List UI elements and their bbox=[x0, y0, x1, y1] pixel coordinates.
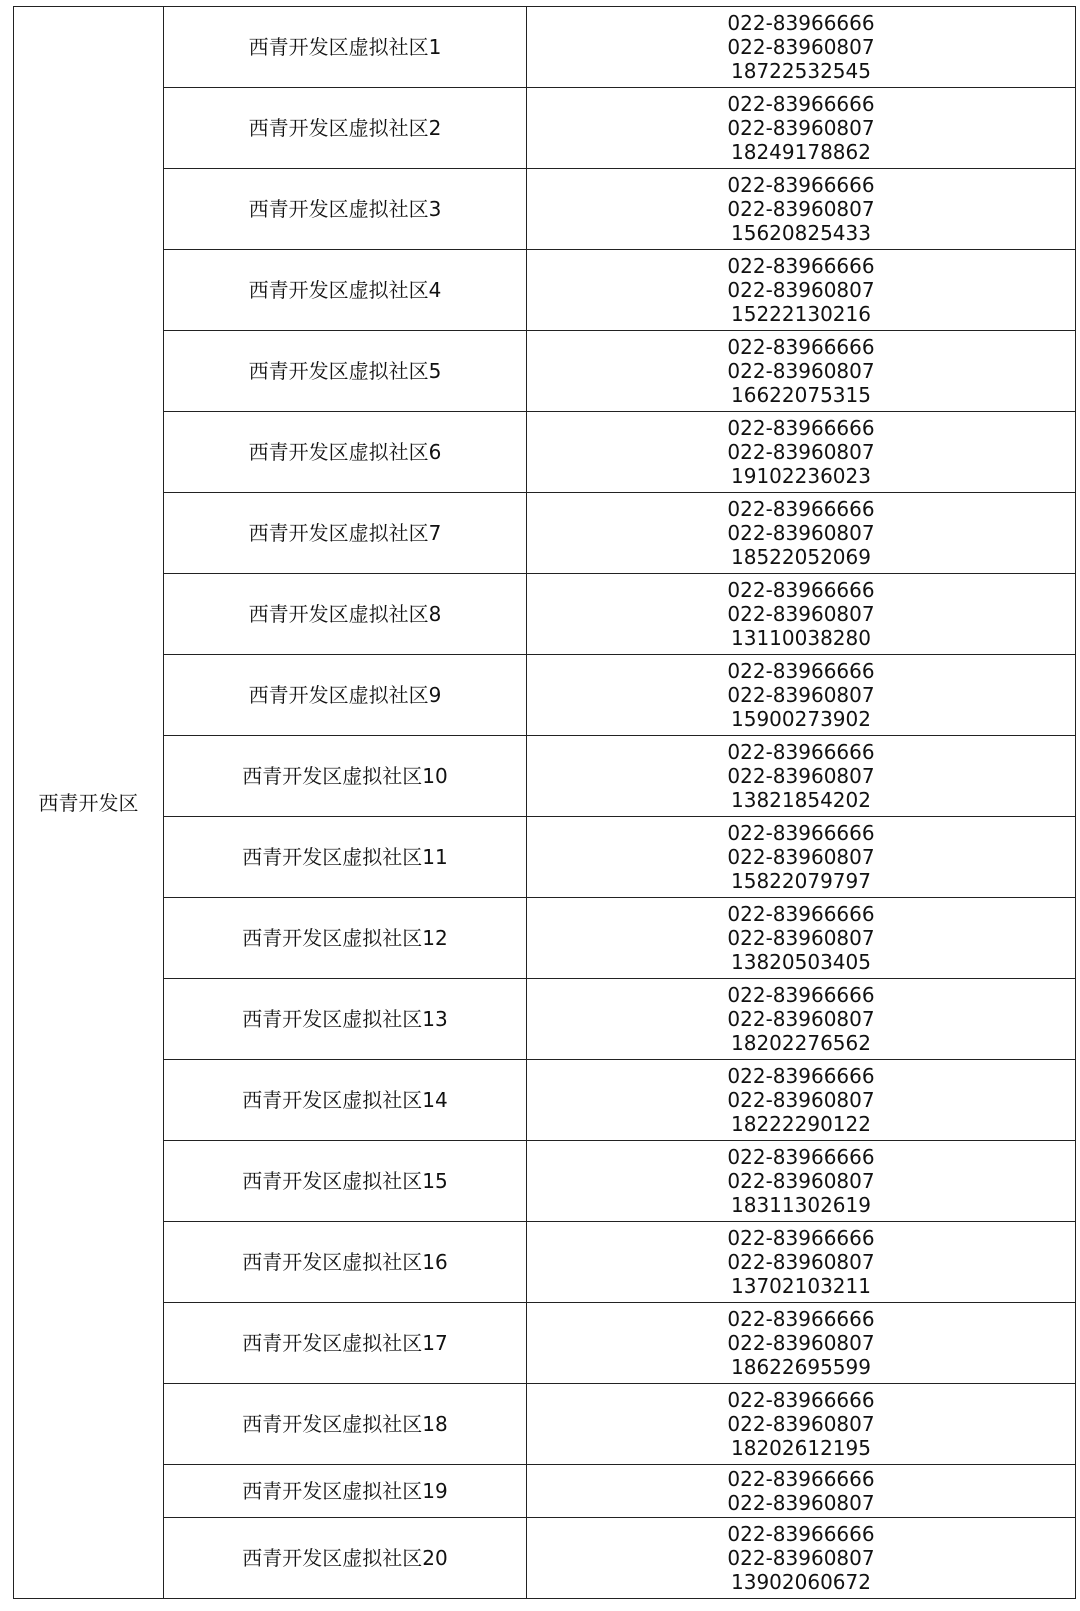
phone-numbers-cell bbox=[527, 1384, 1076, 1465]
phone-number: 022-83966666 bbox=[727, 254, 875, 278]
community-name-cell: 西青开发区虚拟社区8 bbox=[164, 574, 527, 655]
phone-numbers-cell bbox=[527, 169, 1076, 250]
table-row bbox=[14, 250, 1076, 331]
community-name-cell: 西青开发区虚拟社区10 bbox=[164, 736, 527, 817]
phone-number: 13702103211 bbox=[731, 1274, 871, 1298]
phone-number: 022-83966666 bbox=[727, 11, 875, 35]
phone-numbers-cell bbox=[527, 88, 1076, 169]
phone-number: 022-83966666 bbox=[727, 1307, 875, 1331]
community-name-cell: 西青开发区虚拟社区2 bbox=[164, 88, 527, 169]
phone-numbers-cell bbox=[527, 493, 1076, 574]
table-row bbox=[14, 412, 1076, 493]
community-name-cell: 西青开发区虚拟社区4 bbox=[164, 250, 527, 331]
phone-numbers-cell bbox=[527, 1060, 1076, 1141]
phone-numbers-cell bbox=[527, 1141, 1076, 1222]
phone-number: 022-83966666 bbox=[727, 173, 875, 197]
phone-number: 18522052069 bbox=[731, 545, 871, 569]
phone-number: 022-83966666 bbox=[727, 902, 875, 926]
table-row bbox=[14, 1465, 1076, 1518]
table-row bbox=[14, 331, 1076, 412]
table-row bbox=[14, 574, 1076, 655]
phone-number: 022-83960807 bbox=[727, 1546, 875, 1570]
phone-numbers-cell bbox=[527, 412, 1076, 493]
phone-number: 18202276562 bbox=[731, 1031, 871, 1055]
phone-number: 18249178862 bbox=[731, 140, 871, 164]
table-row bbox=[14, 1060, 1076, 1141]
phone-number: 022-83960807 bbox=[727, 1007, 875, 1031]
phone-number: 18202612195 bbox=[731, 1436, 871, 1460]
phone-number: 022-83966666 bbox=[727, 416, 875, 440]
table-row bbox=[14, 655, 1076, 736]
phone-number: 022-83966666 bbox=[727, 1388, 875, 1412]
phone-number: 022-83966666 bbox=[727, 821, 875, 845]
community-contact-table bbox=[13, 6, 1076, 1599]
community-name-cell: 西青开发区虚拟社区19 bbox=[164, 1465, 527, 1518]
table-row bbox=[14, 88, 1076, 169]
table-row bbox=[14, 1518, 1076, 1599]
phone-number: 022-83966666 bbox=[727, 1522, 875, 1546]
phone-number: 022-83960807 bbox=[727, 845, 875, 869]
phone-numbers-cell bbox=[527, 736, 1076, 817]
phone-number: 13820503405 bbox=[731, 950, 871, 974]
phone-numbers-cell bbox=[527, 655, 1076, 736]
table-row bbox=[14, 1222, 1076, 1303]
phone-number: 022-83960807 bbox=[727, 278, 875, 302]
community-name-cell: 西青开发区虚拟社区7 bbox=[164, 493, 527, 574]
phone-numbers-cell bbox=[527, 1303, 1076, 1384]
phone-numbers-cell bbox=[527, 1465, 1076, 1518]
phone-number: 022-83966666 bbox=[727, 335, 875, 359]
phone-number: 022-83960807 bbox=[727, 1250, 875, 1274]
phone-number: 15620825433 bbox=[731, 221, 871, 245]
phone-number: 15822079797 bbox=[731, 869, 871, 893]
phone-number: 19102236023 bbox=[731, 464, 871, 488]
phone-number: 022-83960807 bbox=[727, 1088, 875, 1112]
community-name-cell: 西青开发区虚拟社区6 bbox=[164, 412, 527, 493]
phone-numbers-cell bbox=[527, 817, 1076, 898]
phone-number: 022-83966666 bbox=[727, 1145, 875, 1169]
phone-number: 16622075315 bbox=[731, 383, 871, 407]
community-name-cell: 西青开发区虚拟社区14 bbox=[164, 1060, 527, 1141]
phone-number: 022-83966666 bbox=[727, 740, 875, 764]
table-row bbox=[14, 493, 1076, 574]
phone-numbers-cell bbox=[527, 1518, 1076, 1599]
community-name-cell: 西青开发区虚拟社区18 bbox=[164, 1384, 527, 1465]
community-name-cell: 西青开发区虚拟社区16 bbox=[164, 1222, 527, 1303]
phone-number: 022-83960807 bbox=[727, 602, 875, 626]
community-name-cell: 西青开发区虚拟社区12 bbox=[164, 898, 527, 979]
phone-numbers-cell bbox=[527, 250, 1076, 331]
table-row bbox=[14, 817, 1076, 898]
phone-number: 022-83960807 bbox=[727, 359, 875, 383]
community-name-cell: 西青开发区虚拟社区15 bbox=[164, 1141, 527, 1222]
community-name-cell: 西青开发区虚拟社区1 bbox=[164, 7, 527, 88]
phone-numbers-cell bbox=[527, 1222, 1076, 1303]
table-row bbox=[14, 898, 1076, 979]
phone-number: 13821854202 bbox=[731, 788, 871, 812]
phone-number: 022-83960807 bbox=[727, 1412, 875, 1436]
community-name-cell: 西青开发区虚拟社区5 bbox=[164, 331, 527, 412]
table-row bbox=[14, 169, 1076, 250]
phone-number: 18722532545 bbox=[731, 59, 871, 83]
phone-number: 022-83960807 bbox=[727, 197, 875, 221]
phone-numbers-cell bbox=[527, 331, 1076, 412]
phone-number: 022-83960807 bbox=[727, 440, 875, 464]
phone-number: 15222130216 bbox=[731, 302, 871, 326]
phone-number: 022-83966666 bbox=[727, 983, 875, 1007]
phone-numbers-cell bbox=[527, 898, 1076, 979]
community-name-cell: 西青开发区虚拟社区11 bbox=[164, 817, 527, 898]
phone-number: 022-83966666 bbox=[727, 578, 875, 602]
community-name-cell: 西青开发区虚拟社区13 bbox=[164, 979, 527, 1060]
phone-number: 022-83966666 bbox=[727, 1467, 875, 1491]
community-name-cell: 西青开发区虚拟社区9 bbox=[164, 655, 527, 736]
phone-number: 022-83960807 bbox=[727, 521, 875, 545]
table-row bbox=[14, 979, 1076, 1060]
phone-number: 022-83960807 bbox=[727, 1169, 875, 1193]
phone-number: 022-83966666 bbox=[727, 497, 875, 521]
table-row bbox=[14, 1303, 1076, 1384]
phone-number: 022-83966666 bbox=[727, 1226, 875, 1250]
phone-number: 022-83960807 bbox=[727, 1491, 875, 1515]
phone-number: 022-83960807 bbox=[727, 926, 875, 950]
phone-number: 022-83966666 bbox=[727, 1064, 875, 1088]
table-row bbox=[14, 1384, 1076, 1465]
phone-numbers-cell bbox=[527, 979, 1076, 1060]
phone-number: 18222290122 bbox=[731, 1112, 871, 1136]
phone-number: 022-83966666 bbox=[727, 659, 875, 683]
phone-number: 022-83960807 bbox=[727, 683, 875, 707]
table-body bbox=[14, 7, 1076, 1599]
phone-number: 18622695599 bbox=[731, 1355, 871, 1379]
phone-numbers-cell bbox=[527, 7, 1076, 88]
table-row bbox=[14, 7, 1076, 88]
table-row bbox=[14, 1141, 1076, 1222]
phone-number: 022-83966666 bbox=[727, 92, 875, 116]
table-row bbox=[14, 736, 1076, 817]
phone-number: 022-83960807 bbox=[727, 764, 875, 788]
phone-number: 022-83960807 bbox=[727, 35, 875, 59]
phone-number: 022-83960807 bbox=[727, 116, 875, 140]
district-cell: 西青开发区 bbox=[14, 7, 164, 1599]
community-name-cell: 西青开发区虚拟社区3 bbox=[164, 169, 527, 250]
phone-number: 15900273902 bbox=[731, 707, 871, 731]
phone-number: 022-83960807 bbox=[727, 1331, 875, 1355]
phone-number: 18311302619 bbox=[731, 1193, 871, 1217]
community-name-cell: 西青开发区虚拟社区17 bbox=[164, 1303, 527, 1384]
phone-number: 13110038280 bbox=[731, 626, 871, 650]
phone-number: 13902060672 bbox=[731, 1570, 871, 1594]
community-name-cell: 西青开发区虚拟社区20 bbox=[164, 1518, 527, 1599]
phone-numbers-cell bbox=[527, 574, 1076, 655]
